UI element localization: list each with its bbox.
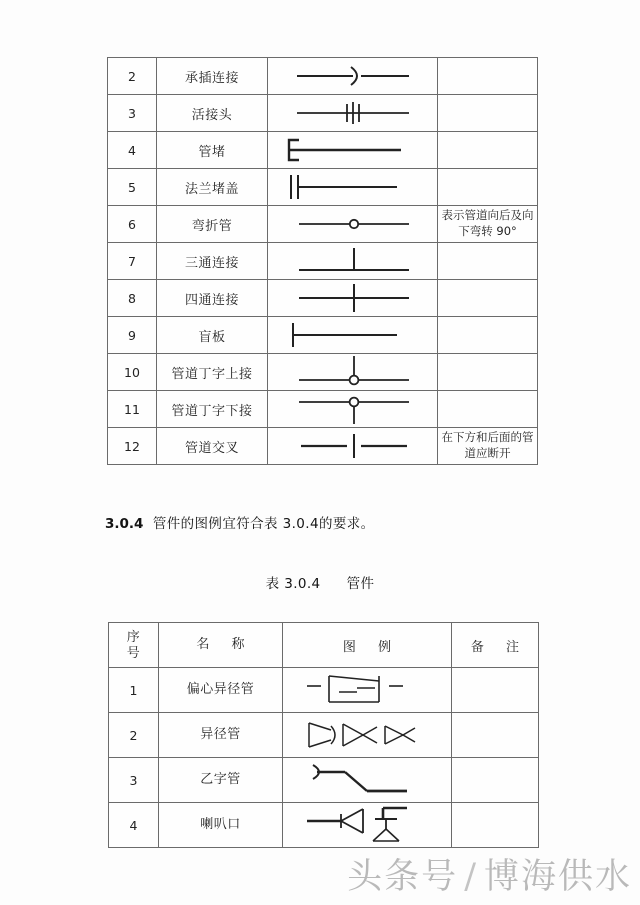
- cross-joint-icon: [269, 281, 437, 315]
- clause-number: 3.0.4: [105, 516, 144, 532]
- pipe-legend-table-body: [108, 58, 538, 465]
- row-note: [452, 668, 539, 713]
- row-number: 7: [108, 243, 157, 280]
- symbol-bell-mouth: [283, 803, 452, 848]
- table-row: [108, 169, 538, 206]
- table-row: [109, 713, 539, 758]
- symbol-reducer: [283, 713, 452, 758]
- row-name: 弯折管: [157, 206, 268, 243]
- fittings-legend-table: [108, 622, 539, 848]
- tee-up-connection-icon: [269, 354, 437, 390]
- symbol-cross-joint: [268, 280, 438, 317]
- table-header-row: [109, 623, 539, 668]
- flange-blind-cover-icon: [269, 170, 437, 204]
- row-name: 异径管: [159, 713, 283, 758]
- tee-down-connection-icon: [269, 391, 437, 427]
- watermark-separator: /: [464, 857, 478, 897]
- table-row: [109, 758, 539, 803]
- row-name: 法兰堵盖: [157, 169, 268, 206]
- watermark: [0, 849, 632, 899]
- symbol-union-joint: [268, 95, 438, 132]
- row-number: 10: [108, 354, 157, 391]
- tee-joint-icon: [269, 244, 437, 278]
- row-number: 4: [109, 803, 159, 848]
- row-note: [452, 803, 539, 848]
- symbol-pipe-crossing: [268, 428, 438, 465]
- row-name: 四通连接: [157, 280, 268, 317]
- table-row: [108, 317, 538, 354]
- table-caption: [0, 572, 640, 592]
- watermark-left: 头条号: [347, 857, 459, 897]
- row-name: 喇叭口: [159, 803, 283, 848]
- symbol-tee-joint: [268, 243, 438, 280]
- row-note: [438, 132, 538, 169]
- row-name: 管道交叉: [157, 428, 268, 465]
- row-number: 4: [108, 132, 157, 169]
- table-row: [108, 354, 538, 391]
- row-note: [438, 95, 538, 132]
- pipe-legend-table: [107, 57, 538, 465]
- symbol-pipe-plug: [268, 132, 438, 169]
- row-number: 9: [108, 317, 157, 354]
- table-row: [108, 280, 538, 317]
- row-name: 管道丁字下接: [157, 391, 268, 428]
- row-note: [438, 169, 538, 206]
- union-joint-icon: [269, 96, 437, 130]
- bent-pipe-icon: [269, 207, 437, 241]
- table-row: [108, 206, 538, 243]
- row-name: 乙字管: [159, 758, 283, 803]
- pipe-plug-icon: [269, 133, 437, 167]
- row-number: 3: [108, 95, 157, 132]
- row-note: 表示管道向后及向下弯转 90°: [438, 206, 538, 243]
- table-row: [108, 95, 538, 132]
- pipe-crossing-icon: [269, 429, 437, 463]
- row-note: [438, 243, 538, 280]
- watermark-right: 博海供水: [483, 857, 632, 897]
- row-note: 在下方和后面的管道应断开: [438, 428, 538, 465]
- table-row: [108, 243, 538, 280]
- row-note: [452, 758, 539, 803]
- table-row: [108, 132, 538, 169]
- row-number: 2: [108, 58, 157, 95]
- row-number: 8: [108, 280, 157, 317]
- row-note: [438, 280, 538, 317]
- fittings-legend-table-head: [109, 623, 539, 668]
- table-row: [109, 668, 539, 713]
- table-row: [108, 58, 538, 95]
- symbol-flange-blind-cover: [268, 169, 438, 206]
- symbol-eccentric-reducer: [283, 668, 452, 713]
- row-number: 5: [108, 169, 157, 206]
- row-number: 12: [108, 428, 157, 465]
- row-name: 管道丁字上接: [157, 354, 268, 391]
- row-name: 管堵: [157, 132, 268, 169]
- row-note: [438, 58, 538, 95]
- reducer-icon: [283, 716, 451, 754]
- row-name: 承插连接: [157, 58, 268, 95]
- row-note: [438, 391, 538, 428]
- row-number: 1: [109, 668, 159, 713]
- column-header-number-char2: 号: [126, 646, 141, 661]
- symbol-bent-pipe: [268, 206, 438, 243]
- clause-paragraph: [105, 512, 375, 532]
- symbol-tee-up-connection: [268, 354, 438, 391]
- row-name: 盲板: [157, 317, 268, 354]
- column-header-note: 备 注: [452, 623, 539, 668]
- symbol-z-offset-pipe: [283, 758, 452, 803]
- row-number: 11: [108, 391, 157, 428]
- row-name: 偏心异径管: [159, 668, 283, 713]
- row-number: 3: [109, 758, 159, 803]
- row-number: 6: [108, 206, 157, 243]
- symbol-socket-joint: [268, 58, 438, 95]
- column-header-symbol: 图 例: [283, 623, 452, 668]
- clause-text: 管件的图例宜符合表 3.0.4的要求。: [152, 516, 375, 532]
- bell-mouth-icon: [283, 803, 451, 847]
- table-row: [109, 803, 539, 848]
- table-row: [108, 428, 538, 465]
- table-row: [108, 391, 538, 428]
- row-note: [438, 317, 538, 354]
- row-note: [438, 354, 538, 391]
- blind-plate-icon: [269, 318, 437, 352]
- row-name: 三通连接: [157, 243, 268, 280]
- table-caption-title: 管件: [346, 576, 375, 592]
- column-header-number: [109, 623, 159, 668]
- eccentric-reducer-icon: [283, 670, 451, 710]
- table-caption-label: 表 3.0.4: [265, 576, 321, 592]
- row-number: 2: [109, 713, 159, 758]
- column-header-name: 名 称: [159, 623, 283, 668]
- row-note: [452, 713, 539, 758]
- socket-joint-icon: [269, 59, 437, 93]
- column-header-number-char1: 序: [126, 630, 141, 646]
- fittings-legend-table-body: [109, 668, 539, 848]
- z-offset-pipe-icon: [283, 759, 451, 801]
- symbol-tee-down-connection: [268, 391, 438, 428]
- row-name: 活接头: [157, 95, 268, 132]
- symbol-blind-plate: [268, 317, 438, 354]
